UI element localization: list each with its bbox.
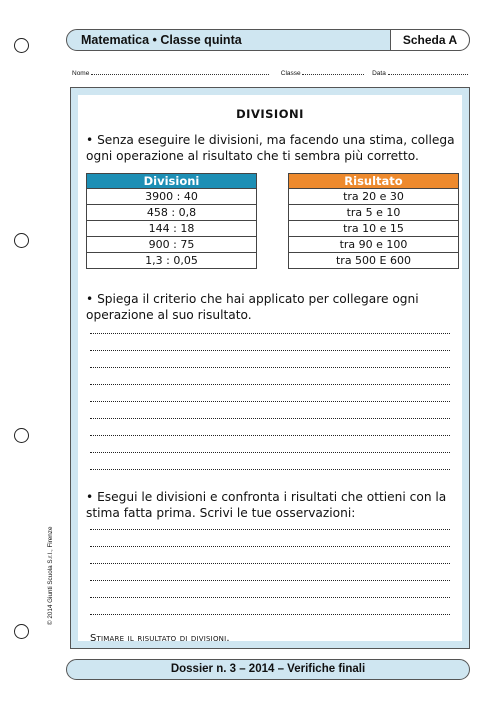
result-row[interactable]: tra 500 E 600: [289, 253, 459, 269]
observation-line[interactable]: [90, 597, 450, 598]
result-row[interactable]: tra 5 e 10: [289, 205, 459, 221]
answer-line[interactable]: [90, 435, 450, 436]
worksheet-sheet: [78, 95, 462, 644]
date-field[interactable]: [388, 68, 468, 75]
answer-line[interactable]: [90, 350, 450, 351]
results-table: [288, 173, 459, 269]
division-row[interactable]: 3900 : 40: [87, 189, 257, 205]
sheet-label: Scheda A: [390, 29, 470, 51]
answer-line[interactable]: [90, 401, 450, 402]
division-row[interactable]: 900 : 75: [87, 237, 257, 253]
copyright-notice: © 2014 Giunti Scuola S.r.l., Firenze: [47, 526, 54, 625]
class-field[interactable]: [302, 68, 364, 75]
observation-line[interactable]: [90, 546, 450, 547]
footer-bar: Dossier n. 3 – 2014 – Verifiche finali: [66, 659, 470, 680]
division-row[interactable]: 1,3 : 0,05: [87, 253, 257, 269]
student-info-row: [72, 68, 472, 77]
divisions-table: [86, 173, 257, 269]
subject-title: Matematica • Classe quinta: [81, 33, 242, 47]
divisions-header: Divisioni: [87, 174, 257, 189]
answer-line[interactable]: [90, 384, 450, 385]
division-row[interactable]: 458 : 0,8: [87, 205, 257, 221]
results-header: Risultato: [289, 174, 459, 189]
binder-hole-2: [14, 233, 29, 248]
name-label: Nome: [72, 70, 90, 77]
instruction-compute: • Esegui le divisioni e confronta i risultati che ottieni con la stima fatta prima. Scrivi le tue osservazioni:: [86, 490, 447, 520]
class-label: Classe: [280, 70, 301, 77]
learning-objective: Stimare il risultato di divisioni.: [90, 633, 230, 644]
answer-line[interactable]: [90, 469, 450, 470]
instruction-explain: • Spiega il criterio che hai applicato per collegare ogni operazione al suo risultato.: [86, 292, 419, 322]
observation-line[interactable]: [90, 529, 450, 530]
result-row[interactable]: tra 20 e 30: [289, 189, 459, 205]
binder-hole-3: [14, 428, 29, 443]
binder-hole-4: [14, 624, 29, 639]
answer-line[interactable]: [90, 452, 450, 453]
date-label: Data: [372, 70, 386, 77]
division-row[interactable]: 144 : 18: [87, 221, 257, 237]
observation-line[interactable]: [90, 563, 450, 564]
worksheet-title: DIVISIONI: [236, 107, 304, 121]
observation-line[interactable]: [90, 614, 450, 615]
answer-line[interactable]: [90, 333, 450, 334]
instruction-estimate: • Senza eseguire le divisioni, ma facendo una stima, collega ogni operazione al risultato che ti sembra più corretto.: [86, 133, 455, 163]
result-row[interactable]: tra 10 e 15: [289, 221, 459, 237]
binder-hole-1: [14, 38, 29, 53]
answer-line[interactable]: [90, 418, 450, 419]
worksheet-panel: [70, 87, 470, 649]
header-bar: [66, 29, 470, 51]
result-row[interactable]: tra 90 e 100: [289, 237, 459, 253]
answer-line[interactable]: [90, 367, 450, 368]
name-field[interactable]: [91, 68, 269, 75]
observation-line[interactable]: [90, 580, 450, 581]
